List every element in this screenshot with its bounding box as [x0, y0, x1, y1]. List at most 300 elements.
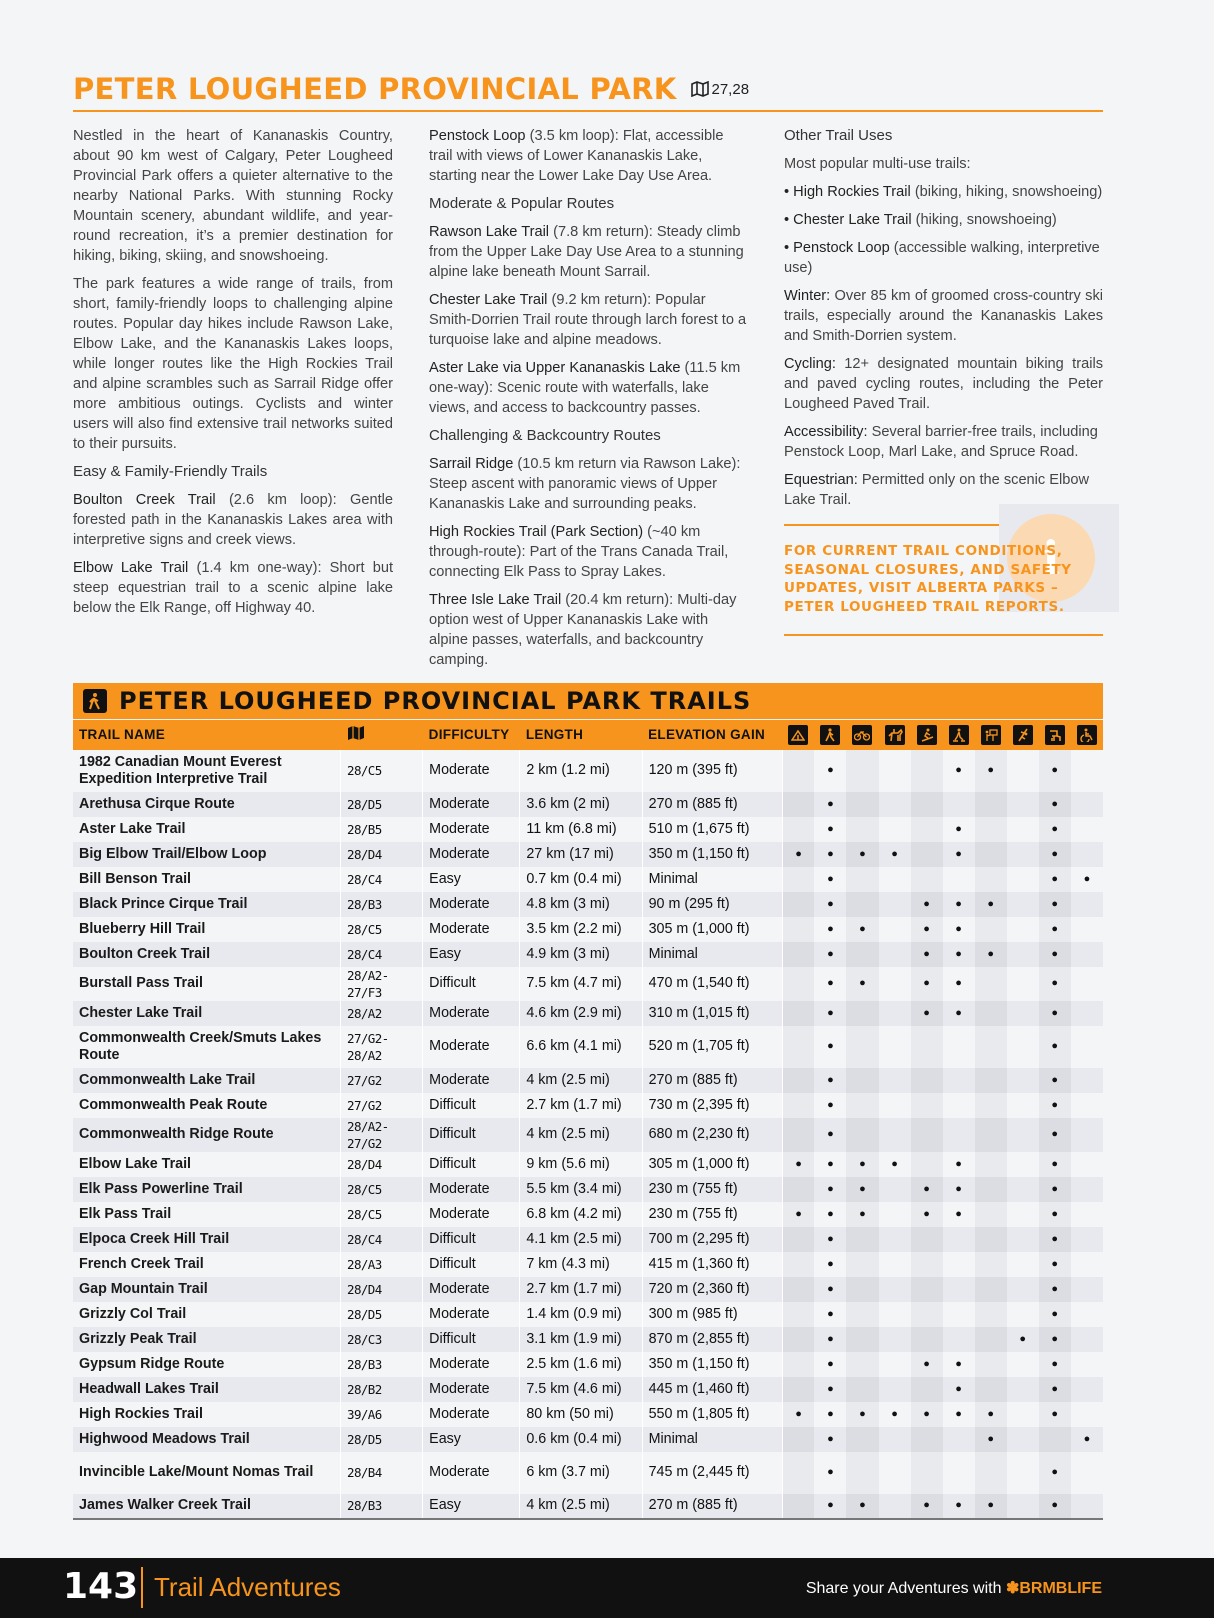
use-cell-biking [846, 942, 878, 967]
cell-elevation: 300 m (985 ft) [642, 1302, 782, 1327]
use-cell-ski: ● [911, 942, 943, 967]
cell-length: 27 km (17 mi) [520, 842, 642, 867]
cell-difficulty: Moderate [423, 1402, 520, 1427]
page-number: 143 [63, 1566, 139, 1607]
hiking-icon [820, 725, 840, 745]
use-cell-biking [846, 892, 878, 917]
trail-desc-high-rockies: High Rockies Trail (Park Section) (~40 km through-route): Part of the Trans Canada Trail, connecting Elk Pass to Spray Lakes. [429, 524, 729, 580]
use-cell-interpretive [975, 1352, 1007, 1377]
use-cell-horseback [879, 1001, 911, 1026]
use-cell-hiking: ● [814, 1452, 846, 1494]
table-row [73, 1026, 1103, 1068]
use-cell-dog: ● [1039, 1402, 1071, 1427]
use-cell-wheelchair [1071, 1327, 1103, 1352]
use-cell-climbing [1007, 1026, 1039, 1068]
ski-icon [917, 725, 937, 745]
cell-trail-name: Invincible Lake/Mount Nomas Trail [73, 1452, 341, 1494]
trail-desc-three-isle: Three Isle Lake Trail (20.4 km return): Multi-day option west of Upper Kananaskis Lake with alpine passes, waterfalls, and backcountry camping. [429, 592, 737, 668]
use-cell-biking [846, 750, 878, 792]
column-intro [73, 126, 393, 626]
use-cell-climbing [1007, 1427, 1039, 1452]
cell-elevation: 510 m (1,675 ft) [642, 817, 782, 842]
use-cell-hiking: ● [814, 750, 846, 792]
use-cell-snowshoe: ● [943, 1494, 975, 1519]
camping-icon [788, 725, 808, 745]
cell-map-ref: 28/C3 [341, 1327, 423, 1352]
cell-map-ref: 28/C4 [341, 1227, 423, 1252]
use-cell-wheelchair [1071, 1494, 1103, 1519]
use-cell-camping [782, 792, 814, 817]
use-cell-horseback [879, 792, 911, 817]
cell-map-ref: 28/C5 [341, 750, 423, 792]
cell-difficulty: Moderate [423, 1202, 520, 1227]
use-cell-wheelchair [1071, 1177, 1103, 1202]
use-cell-camping [782, 1026, 814, 1068]
cell-difficulty: Difficult [423, 1093, 520, 1118]
cell-difficulty: Moderate [423, 750, 520, 792]
cell-trail-name: Blueberry Hill Trail [73, 917, 341, 942]
use-cell-camping [782, 1227, 814, 1252]
biking-icon [852, 725, 872, 745]
table-row [73, 792, 1103, 817]
cell-length: 4.1 km (2.5 mi) [520, 1227, 642, 1252]
cell-map-ref: 28/B4 [341, 1452, 423, 1494]
table-row [73, 1302, 1103, 1327]
use-cell-camping: ● [782, 1202, 814, 1227]
cell-difficulty: Easy [423, 1427, 520, 1452]
use-cell-interpretive [975, 1177, 1007, 1202]
use-cell-camping [782, 817, 814, 842]
cycling-paragraph: Cycling: 12+ designated mountain biking trails and paved cycling routes, including the Peter Lougheed Paved Trail. [784, 356, 1103, 412]
bullet-high-rockies: • High Rockies Trail (biking, hiking, snowshoeing) [784, 184, 1103, 200]
use-cell-biking: ● [846, 1152, 878, 1177]
use-cell-horseback [879, 967, 911, 1001]
use-cell-snowshoe: ● [943, 1377, 975, 1402]
cell-length: 80 km (50 mi) [520, 1402, 642, 1427]
use-cell-hiking: ● [814, 1327, 846, 1352]
trail-desc-boulton: Boulton Creek Trail (2.6 km loop): Gentle forested path in the Kananaskis Lakes area with interpretive signs and creek views. [73, 492, 393, 548]
cell-length: 6 km (3.7 mi) [520, 1452, 642, 1494]
cell-length: 2.7 km (1.7 mi) [520, 1093, 642, 1118]
use-cell-ski: ● [911, 1402, 943, 1427]
cell-trail-name: Commonwealth Ridge Route [73, 1118, 341, 1152]
use-cell-hiking: ● [814, 1093, 846, 1118]
cell-trail-name: Headwall Lakes Trail [73, 1377, 341, 1402]
use-cell-camping: ● [782, 1402, 814, 1427]
use-cell-interpretive: ● [975, 750, 1007, 792]
use-cell-interpretive [975, 1026, 1007, 1068]
use-cell-snowshoe: ● [943, 1402, 975, 1427]
use-cell-hiking: ● [814, 1177, 846, 1202]
use-cell-dog: ● [1039, 917, 1071, 942]
map-icon [691, 81, 709, 97]
use-cell-camping [782, 750, 814, 792]
cell-map-ref: 28/A2-27/F3 [341, 967, 423, 1001]
use-cell-ski [911, 1377, 943, 1402]
use-cell-snowshoe: ● [943, 750, 975, 792]
use-cell-climbing: ● [1007, 1327, 1039, 1352]
use-cell-ski [911, 867, 943, 892]
table-row [73, 1377, 1103, 1402]
bullet-penstock: • Penstock Loop (accessible walking, interpretive use) [784, 240, 1100, 276]
cell-trail-name: Grizzly Peak Trail [73, 1327, 341, 1352]
use-cell-hiking: ● [814, 842, 846, 867]
use-cell-dog: ● [1039, 1327, 1071, 1352]
cell-length: 0.7 km (0.4 mi) [520, 867, 642, 892]
use-cell-horseback [879, 1494, 911, 1519]
cell-difficulty: Moderate [423, 1001, 520, 1026]
horseback-icon [885, 725, 905, 745]
cell-elevation: 350 m (1,150 ft) [642, 842, 782, 867]
use-cell-biking [846, 1302, 878, 1327]
cell-elevation: 350 m (1,150 ft) [642, 1352, 782, 1377]
use-cell-hiking: ● [814, 817, 846, 842]
use-cell-climbing [1007, 1152, 1039, 1177]
use-cell-camping [782, 942, 814, 967]
use-cell-camping: ● [782, 1152, 814, 1177]
cell-length: 3.6 km (2 mi) [520, 792, 642, 817]
use-cell-snowshoe: ● [943, 942, 975, 967]
cell-elevation: 310 m (1,015 ft) [642, 1001, 782, 1026]
trail-desc-penstock: Penstock Loop (3.5 km loop): Flat, accessible trail with views of Lower Kananaskis Lake, starting near the Lower Lake Day Use Area. [429, 128, 724, 184]
use-cell-interpretive [975, 1302, 1007, 1327]
use-cell-hiking: ● [814, 1427, 846, 1452]
use-cell-camping [782, 867, 814, 892]
intro-paragraph: Nestled in the heart of Kananaskis Country, about 90 km west of Calgary, Peter Lougheed Provincial Park offers a quieter alternative to the nearby National Parks. With stunning Rocky Mountain scenery, abundant wildlife, and year-round recreation, it’s a premier destination for hiking, biking, skiing, and snowshoeing. [73, 128, 393, 264]
use-cell-climbing [1007, 1093, 1039, 1118]
use-cell-hiking: ● [814, 1402, 846, 1427]
section-heading-moderate: Moderate & Popular Routes [429, 195, 615, 212]
use-cell-snowshoe [943, 1026, 975, 1068]
use-cell-ski [911, 1152, 943, 1177]
table-row [73, 1494, 1103, 1519]
cell-trail-name: Bill Benson Trail [73, 867, 341, 892]
cell-elevation: Minimal [642, 1427, 782, 1452]
use-cell-snowshoe: ● [943, 817, 975, 842]
use-cell-hiking: ● [814, 917, 846, 942]
cell-difficulty: Moderate [423, 817, 520, 842]
use-cell-hiking: ● [814, 892, 846, 917]
use-cell-dog: ● [1039, 1202, 1071, 1227]
use-cell-biking: ● [846, 917, 878, 942]
cell-map-ref: 28/D4 [341, 1152, 423, 1177]
cell-difficulty: Difficult [423, 1252, 520, 1277]
use-cell-hiking: ● [814, 1202, 846, 1227]
use-cell-interpretive [975, 967, 1007, 1001]
use-cell-camping [782, 1452, 814, 1494]
table-row [73, 1152, 1103, 1177]
use-cell-camping [782, 917, 814, 942]
table-row [73, 892, 1103, 917]
use-cell-biking [846, 1118, 878, 1152]
climbing-icon [1013, 725, 1033, 745]
use-cell-wheelchair [1071, 1026, 1103, 1068]
cell-difficulty: Easy [423, 1494, 520, 1519]
use-cell-dog: ● [1039, 1252, 1071, 1277]
use-cell-dog: ● [1039, 1093, 1071, 1118]
use-cell-climbing [1007, 1277, 1039, 1302]
use-cell-interpretive: ● [975, 1402, 1007, 1427]
table-row [73, 1001, 1103, 1026]
use-cell-dog: ● [1039, 1118, 1071, 1152]
use-cell-hiking: ● [814, 1252, 846, 1277]
cell-map-ref: 28/D4 [341, 1277, 423, 1302]
use-cell-interpretive [975, 1277, 1007, 1302]
use-cell-snowshoe [943, 1252, 975, 1277]
cell-trail-name: Gap Mountain Trail [73, 1277, 341, 1302]
use-cell-climbing [1007, 750, 1039, 792]
use-cell-biking: ● [846, 1202, 878, 1227]
cell-elevation: 270 m (885 ft) [642, 792, 782, 817]
use-cell-snowshoe: ● [943, 1001, 975, 1026]
cell-map-ref: 39/A6 [341, 1402, 423, 1427]
cell-elevation: 520 m (1,705 ft) [642, 1026, 782, 1068]
use-cell-hiking: ● [814, 1026, 846, 1068]
cell-length: 0.6 km (0.4 mi) [520, 1427, 642, 1452]
use-cell-camping [782, 1494, 814, 1519]
cell-length: 2 km (1.2 mi) [520, 750, 642, 792]
use-cell-horseback [879, 1277, 911, 1302]
share-tagline: Share your Adventures with ✽BRMBLIFE [805, 1580, 1102, 1597]
use-cell-snowshoe [943, 1327, 975, 1352]
title-row [73, 68, 1103, 112]
use-cell-interpretive: ● [975, 1427, 1007, 1452]
trails-table [73, 719, 1103, 1520]
use-cell-climbing [1007, 817, 1039, 842]
cell-trail-name: Elk Pass Powerline Trail [73, 1177, 341, 1202]
use-cell-ski [911, 1026, 943, 1068]
use-cell-wheelchair [1071, 1302, 1103, 1327]
cell-elevation: 550 m (1,805 ft) [642, 1402, 782, 1427]
cell-trail-name: Commonwealth Lake Trail [73, 1068, 341, 1093]
use-cell-wheelchair [1071, 1227, 1103, 1252]
use-cell-interpretive [975, 1093, 1007, 1118]
cell-difficulty: Moderate [423, 842, 520, 867]
col-header-difficulty: DIFFICULTY [423, 720, 520, 750]
cell-elevation: 270 m (885 ft) [642, 1068, 782, 1093]
use-cell-hiking: ● [814, 1227, 846, 1252]
trails-paragraph: The park features a wide range of trails, from short, family-friendly loops to challenging alpine routes. Popular day hikes include Rawson Lake, Elbow Lake, and the Kananaskis Lakes loops, while longer routes like the High Rockies Trail and alpine scrambles such as Sarrail Ridge offer more ambitious outings. Cyclists and winter users will also find extensive trail networks suited to their pursuits. [73, 276, 393, 452]
cell-elevation: 680 m (2,230 ft) [642, 1118, 782, 1152]
use-cell-interpretive: ● [975, 1494, 1007, 1519]
use-cell-ski [911, 1068, 943, 1093]
cell-difficulty: Difficult [423, 1327, 520, 1352]
table-row [73, 1452, 1103, 1494]
use-cell-hiking: ● [814, 1377, 846, 1402]
use-cell-ski: ● [911, 1202, 943, 1227]
use-cell-wheelchair [1071, 1277, 1103, 1302]
table-row [73, 1227, 1103, 1252]
use-cell-climbing [1007, 1302, 1039, 1327]
section-heading-challenging: Challenging & Backcountry Routes [429, 427, 661, 444]
cell-length: 5.5 km (3.4 mi) [520, 1177, 642, 1202]
table-row [73, 1252, 1103, 1277]
use-cell-horseback: ● [879, 1152, 911, 1177]
cell-length: 4 km (2.5 mi) [520, 1494, 642, 1519]
cell-elevation: 870 m (2,855 ft) [642, 1327, 782, 1352]
use-cell-interpretive [975, 1152, 1007, 1177]
cell-difficulty: Moderate [423, 1452, 520, 1494]
use-cell-horseback [879, 1302, 911, 1327]
use-cell-dog: ● [1039, 1494, 1071, 1519]
use-cell-wheelchair [1071, 792, 1103, 817]
cell-elevation: 445 m (1,460 ft) [642, 1377, 782, 1402]
map-ref-text: 27,28 [711, 80, 750, 98]
use-cell-biking [846, 1327, 878, 1352]
use-cell-ski: ● [911, 1494, 943, 1519]
use-cell-climbing [1007, 1452, 1039, 1494]
cell-difficulty: Moderate [423, 892, 520, 917]
cell-trail-name: Black Prince Cirque Trail [73, 892, 341, 917]
cell-elevation: 745 m (2,445 ft) [642, 1452, 782, 1494]
col-header-length: LENGTH [520, 720, 642, 750]
multi-use-intro: Most popular multi-use trails: [784, 156, 971, 172]
cell-trail-name: French Creek Trail [73, 1252, 341, 1277]
use-cell-climbing [1007, 1001, 1039, 1026]
use-cell-biking [846, 867, 878, 892]
cell-elevation: 90 m (295 ft) [642, 892, 782, 917]
use-cell-wheelchair [1071, 1402, 1103, 1427]
use-cell-horseback [879, 1427, 911, 1452]
cell-length: 7.5 km (4.6 mi) [520, 1377, 642, 1402]
use-cell-camping [782, 1177, 814, 1202]
equestrian-paragraph: Equestrian: Permitted only on the scenic Elbow Lake Trail. [784, 472, 1090, 508]
cell-trail-name: Elbow Lake Trail [73, 1152, 341, 1177]
use-cell-horseback [879, 917, 911, 942]
use-cell-interpretive [975, 1227, 1007, 1252]
cell-map-ref: 28/B5 [341, 817, 423, 842]
use-cell-climbing [1007, 1402, 1039, 1427]
table-title-bar [73, 683, 1103, 719]
info-icon: i [1007, 514, 1095, 602]
use-cell-horseback [879, 1026, 911, 1068]
cell-map-ref: 28/C4 [341, 942, 423, 967]
use-cell-hiking: ● [814, 1118, 846, 1152]
use-cell-dog: ● [1039, 942, 1071, 967]
cell-trail-name: Boulton Creek Trail [73, 942, 341, 967]
cell-elevation: 700 m (2,295 ft) [642, 1227, 782, 1252]
use-cell-interpretive: ● [975, 942, 1007, 967]
use-cell-biking [846, 1001, 878, 1026]
use-cell-camping: ● [782, 842, 814, 867]
cell-difficulty: Difficult [423, 967, 520, 1001]
table-title: PETER LOUGHEED PROVINCIAL PARK TRAILS [119, 687, 752, 715]
use-cell-horseback [879, 1093, 911, 1118]
cell-map-ref: 28/B3 [341, 1494, 423, 1519]
cell-map-ref: 28/D5 [341, 1427, 423, 1452]
use-cell-camping [782, 1001, 814, 1026]
cell-elevation: 720 m (2,360 ft) [642, 1277, 782, 1302]
accessibility-paragraph: Accessibility: Several barrier-free trails, including Penstock Loop, Marl Lake, and Spruce Road. [784, 424, 1098, 460]
cell-map-ref: 28/D4 [341, 842, 423, 867]
use-cell-ski: ● [911, 917, 943, 942]
use-cell-ski [911, 1427, 943, 1452]
use-cell-climbing [1007, 967, 1039, 1001]
use-cell-camping [782, 1427, 814, 1452]
use-cell-wheelchair [1071, 1118, 1103, 1152]
use-cell-dog: ● [1039, 1177, 1071, 1202]
use-cell-camping [782, 892, 814, 917]
use-cell-dog: ● [1039, 750, 1071, 792]
snowshoe-icon [949, 725, 969, 745]
cell-elevation: 730 m (2,395 ft) [642, 1093, 782, 1118]
table-row [73, 1277, 1103, 1302]
use-cell-snowshoe [943, 1302, 975, 1327]
cell-map-ref: 27/G2 [341, 1068, 423, 1093]
cell-map-ref: 28/B3 [341, 892, 423, 917]
use-cell-wheelchair [1071, 750, 1103, 792]
use-cell-dog [1039, 1427, 1071, 1452]
use-cell-biking [846, 1277, 878, 1302]
cell-map-ref: 28/C5 [341, 1202, 423, 1227]
wheelchair-icon [1077, 725, 1097, 745]
use-cell-ski: ● [911, 1352, 943, 1377]
cell-trail-name: Elpoca Creek Hill Trail [73, 1227, 341, 1252]
cell-map-ref: 28/B2 [341, 1377, 423, 1402]
cell-difficulty: Difficult [423, 1227, 520, 1252]
use-cell-ski [911, 817, 943, 842]
cell-length: 3.5 km (2.2 mi) [520, 917, 642, 942]
cell-trail-name: Chester Lake Trail [73, 1001, 341, 1026]
footer [0, 1558, 1214, 1618]
use-cell-dog: ● [1039, 1152, 1071, 1177]
use-cell-dog: ● [1039, 867, 1071, 892]
use-cell-dog: ● [1039, 1452, 1071, 1494]
use-cell-horseback [879, 1227, 911, 1252]
map-icon [347, 725, 365, 741]
cell-trail-name: Aster Lake Trail [73, 817, 341, 842]
use-cell-interpretive [975, 1252, 1007, 1277]
cell-elevation: 415 m (1,360 ft) [642, 1252, 782, 1277]
use-cell-snowshoe: ● [943, 842, 975, 867]
use-cell-wheelchair [1071, 1152, 1103, 1177]
use-cell-horseback [879, 867, 911, 892]
cell-map-ref: 28/D5 [341, 1302, 423, 1327]
use-cell-hiking: ● [814, 1277, 846, 1302]
cell-length: 7.5 km (4.7 mi) [520, 967, 642, 1001]
cell-difficulty: Easy [423, 867, 520, 892]
use-cell-dog: ● [1039, 1068, 1071, 1093]
table-row [73, 842, 1103, 867]
use-cell-dog: ● [1039, 1026, 1071, 1068]
use-cell-climbing [1007, 1118, 1039, 1152]
use-cell-wheelchair [1071, 1093, 1103, 1118]
table-row [73, 867, 1103, 892]
use-cell-biking [846, 1352, 878, 1377]
use-cell-camping [782, 1068, 814, 1093]
hiker-icon [83, 689, 107, 713]
use-cell-biking [846, 817, 878, 842]
use-cell-climbing [1007, 1068, 1039, 1093]
use-cell-dog: ● [1039, 1277, 1071, 1302]
cell-difficulty: Difficult [423, 1118, 520, 1152]
cell-length: 1.4 km (0.9 mi) [520, 1302, 642, 1327]
use-cell-wheelchair [1071, 1202, 1103, 1227]
cell-map-ref: 28/C5 [341, 1177, 423, 1202]
trail-desc-sarrail: Sarrail Ridge (10.5 km return via Rawson Lake): Steep ascent with panoramic views of Upper Kananaskis Lake and surrounding peaks. [429, 456, 741, 512]
use-cell-hiking: ● [814, 1302, 846, 1327]
col-header-map [341, 720, 423, 750]
use-cell-biking [846, 1227, 878, 1252]
use-cell-wheelchair [1071, 892, 1103, 917]
use-cell-interpretive [975, 1202, 1007, 1227]
use-cell-snowshoe: ● [943, 917, 975, 942]
use-cell-horseback: ● [879, 842, 911, 867]
use-cell-ski: ● [911, 1001, 943, 1026]
trail-desc-rawson: Rawson Lake Trail (7.8 km return): Steady climb from the Upper Lake Day Use Area to a stunning alpine lake beneath Mount Sarrail. [429, 224, 744, 280]
use-cell-hiking: ● [814, 1494, 846, 1519]
cell-map-ref: 28/B3 [341, 1352, 423, 1377]
